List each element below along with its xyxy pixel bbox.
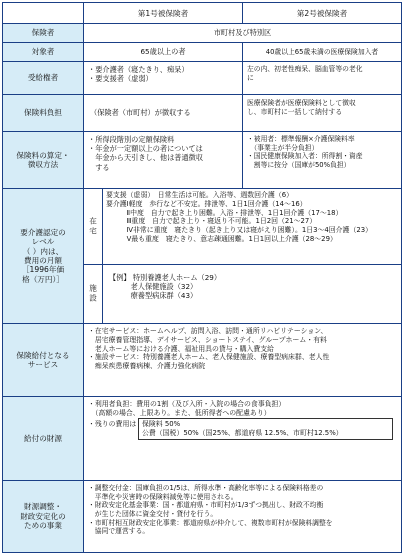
header-col2-text: 第1号被保険者 [137, 8, 189, 18]
row-label-insurer: 保険者 [2, 23, 84, 43]
facility-label-cell [83, 264, 103, 324]
eligible-second-cell: 左の内、初老性痴呆、脳血管等の老化 に [242, 61, 402, 95]
covered-second-cell: 40歳以上65歳未満の医療保険加入者 [242, 42, 402, 62]
header-corner [2, 2, 84, 24]
burden-second-cell: 医療保険者が医療保険料として徴収 し、市町村に一括して納付する [242, 94, 402, 132]
calc-first-cell: ・所得段階別の定額保険料 ・年金が一定額以上の者については 年金から天引きし、他は普通徴収 する [83, 131, 243, 189]
funding-premium: 保険料 50% [142, 420, 181, 429]
row-label-eligible: 受給権者 [2, 61, 84, 95]
row-label-adjust: 財源調整・ 財政安定化の ための事業 [2, 480, 84, 553]
insurer-value: 市町村及び特別区 [213, 28, 272, 38]
eligible-first-cell: ・要介護者（寝たきり、痴呆） ・要支援者（虚弱） [83, 61, 243, 95]
header-col-second-insured [242, 2, 402, 24]
row-label-benefits: 保険給付となる サービス [2, 323, 84, 397]
adjust-cell: ・調整交付金：国庫負担の1/5は、所得水準・高齢化率等による保険料格差の 平準化や災害時の保険料減免等に使用される。 ・財政安定化基金事業：国・都道府県・市町村が1/3ずつ拠出し、財政不均衡 が生じた団体に資金交付・貸付を行う。 ・市町村相互財政安定化事業：都道府県が仲介して、複数市町村が保険料調整を 協同で運営する。 [83, 480, 402, 553]
row-label-calc: 保険料の算定・ 徴収方法 [2, 131, 84, 189]
facility-care-cell [102, 264, 402, 324]
row-label-finance: 給付の財源 [2, 396, 84, 481]
header-col-first-insured [83, 2, 243, 24]
care-level-3: Ⅲ重度 自力で起き上り・寝返り不可能。1日2回（21～27） [106, 217, 317, 226]
burden-first-cell: （保険者（市町村）が徴収する [83, 94, 243, 132]
care-level-5: Ⅴ最も重度 寝たきり、意志疎通困難。1日1回以上介護（28～29） [106, 235, 337, 244]
funding-split-box [138, 418, 393, 440]
facility-example-2: 老人保健施設（32） [109, 282, 198, 292]
home-label-cell [83, 188, 103, 265]
facility-example-3: 療養型病床群（43） [109, 291, 198, 301]
insurance-system-table [2, 2, 402, 553]
row-label-burden: 保険料負担 [2, 94, 84, 132]
care-level-1: 要介護Ⅰ軽度 歩行など不安定。排泄等、1日1回介護（14～16） [106, 199, 307, 208]
row-label-care-level: 要介護認定の レベル （ ）内は、 費用の月額 ［1996年価 格（万円）］ [2, 188, 84, 324]
care-level-2: Ⅱ中度 自力で起き上り困難。入浴・排泄等、1日1回介護（17～18） [106, 208, 343, 217]
facility-example-1: 【例】 特別養護老人ホーム（29） [109, 273, 222, 282]
home-care-cell [102, 188, 402, 265]
row-label-covered: 対象者 [2, 42, 84, 62]
care-level-4: Ⅳ非常に重度 寝たきり（起き上り又は寝がえり困難）。1日3～4回介護（23） [106, 226, 372, 235]
calc-second-cell: ・被用者：標準報酬×介護保険料率 （事業主が半分負担） ・国民健康保険加入者：所得割・資産 割等に按分（国庫が50%負担） [242, 131, 402, 189]
funding-public: 公費（国税）50%（国25%、都道府県 12.5%、市町村12.5%） [142, 429, 343, 438]
finance-cell: ・利用者負担：費用の1割（及び入所・入院の場合の食事負担） （高額の場合、上限あり。また、低所得者への配慮あり） ・残りの費用は 保険料 50% 公費（国税）50%（国25%、都道府県 12.5%、市町村12.5%） [83, 396, 402, 481]
benefits-cell: ・在宅サービス：ホームヘルプ、訪問入浴、訪問・通所リハビリテーション、 居宅療養管理指導、デイサービス、ショートステイ、グループホーム・有料 老人ホーム等における介護、福祉用具の貸与・購入費支給 ・施設サービス：特別養護老人ホーム、老人保健施設、療養型病床群、老人性 痴呆疾患療養病棟、介護力強化病院 [83, 323, 402, 397]
home-label: 在宅 [88, 216, 98, 237]
care-level-support: 要支援（虚弱） 日常生活は可能。入浴等、週数回介護（6） [106, 191, 293, 199]
insurer-value-cell [83, 23, 402, 43]
covered-first-cell: 65歳以上の者 [83, 42, 243, 62]
header-col3-text: 第2号被保険者 [296, 8, 348, 18]
facility-label: 施設 [88, 284, 98, 304]
